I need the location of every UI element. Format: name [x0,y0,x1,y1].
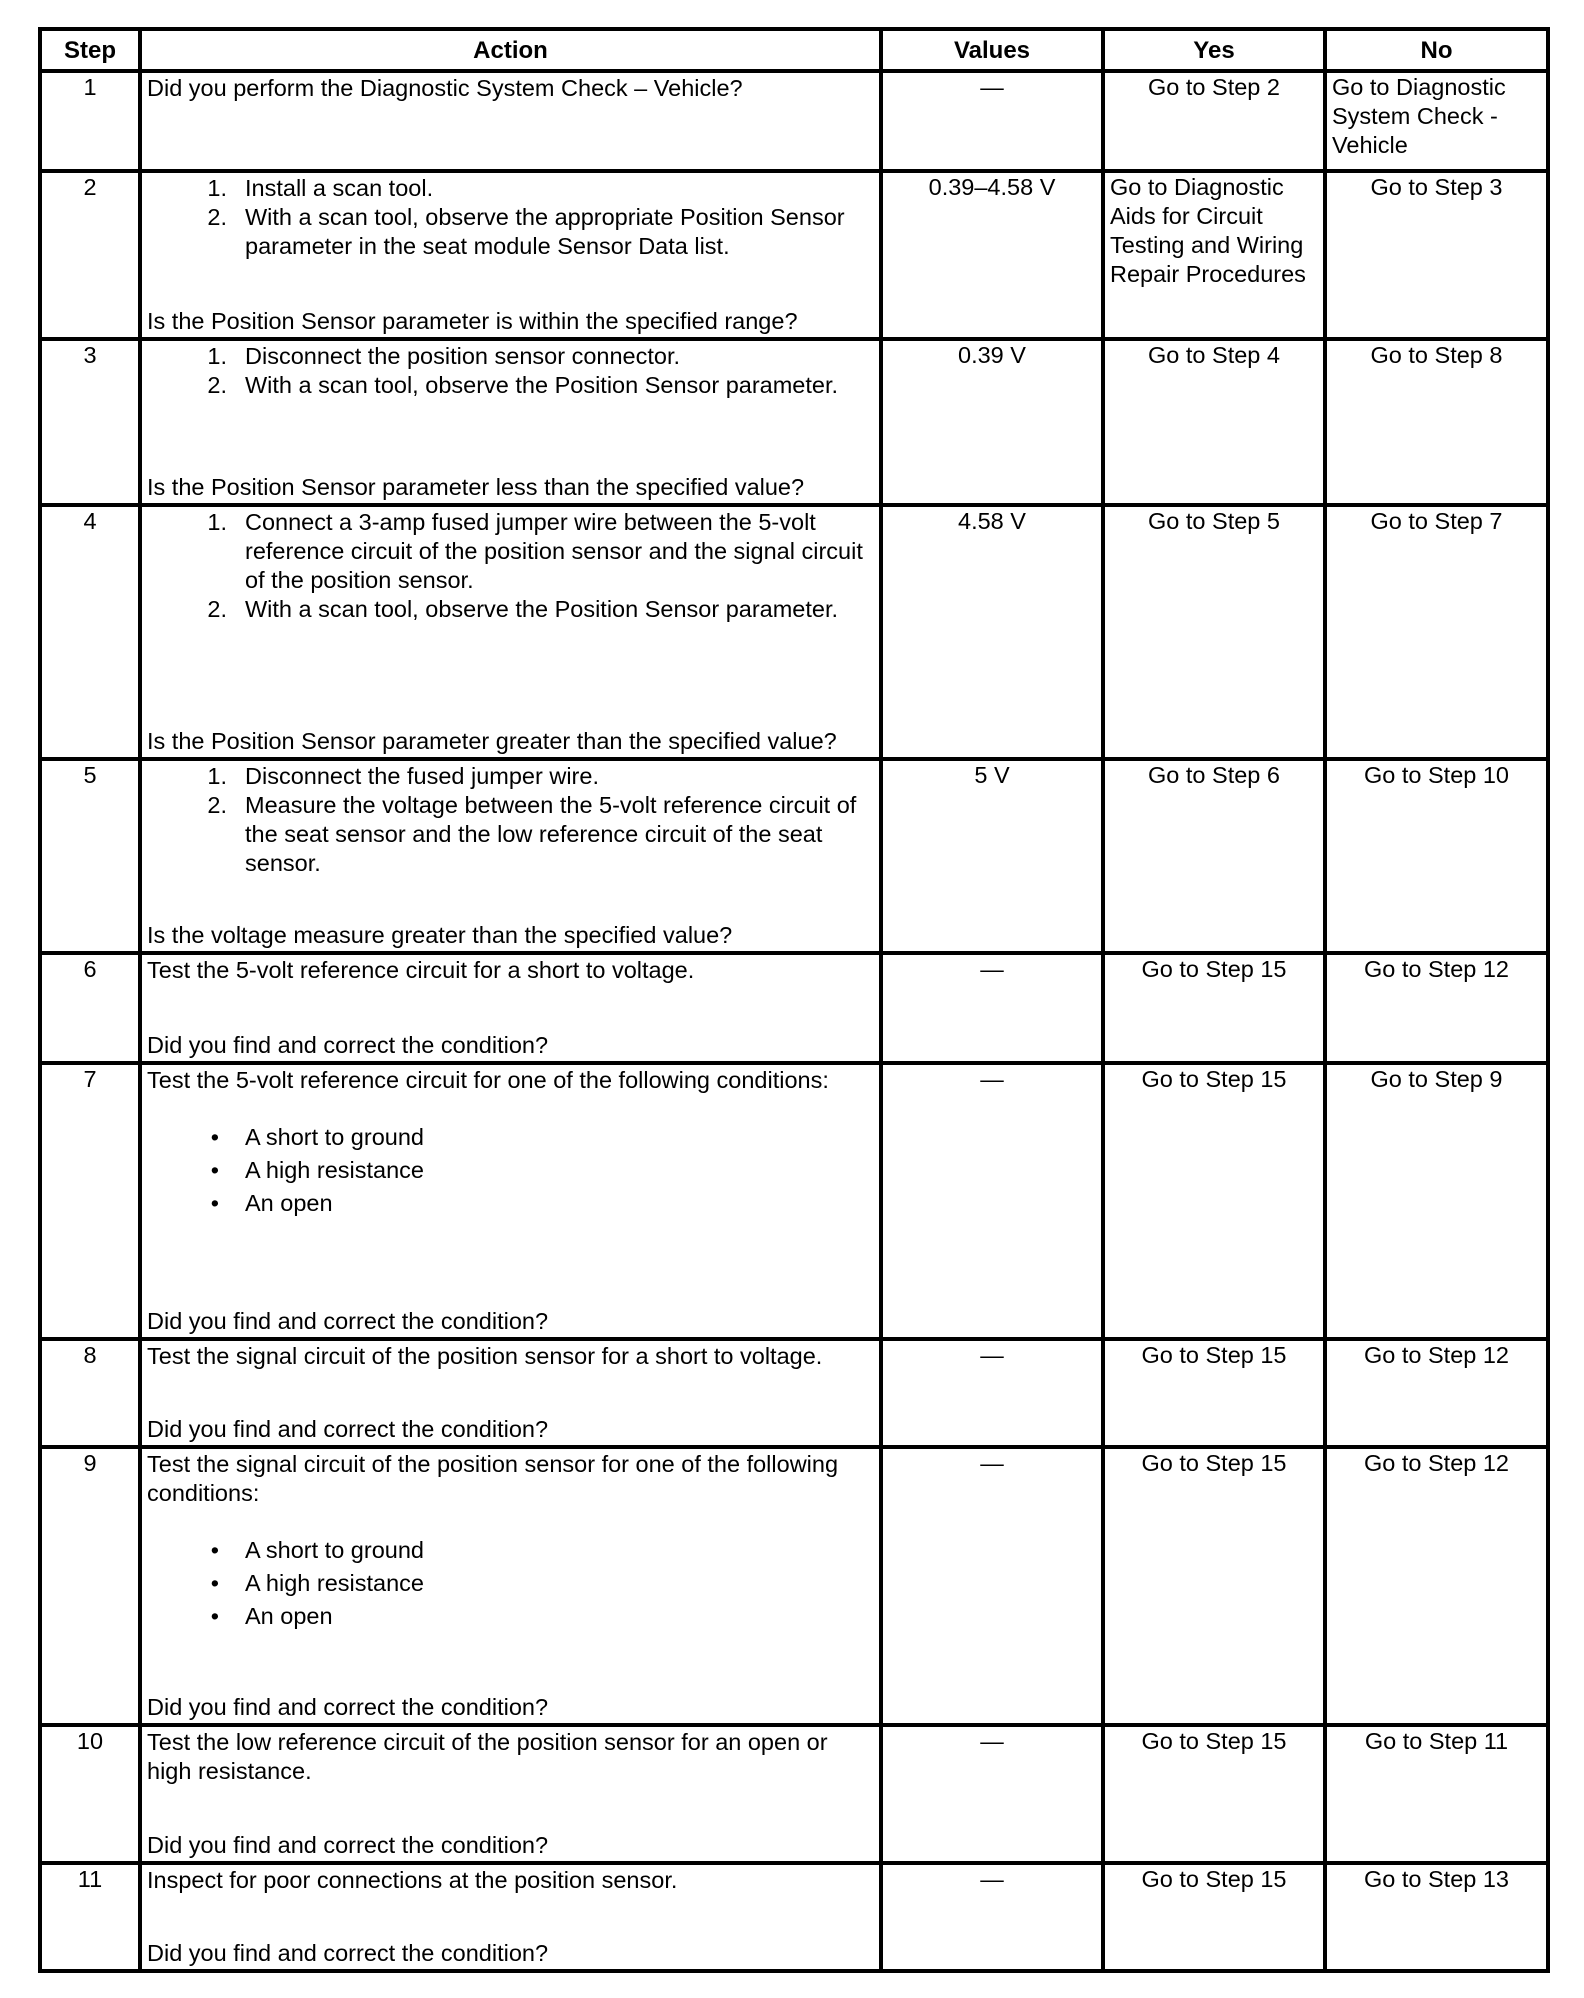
instruction-list [147,762,875,878]
value-cell: — [881,71,1103,171]
no-cell [1325,71,1548,171]
step-number: 2 [40,171,140,339]
condition-item: • An open [210,1603,333,1629]
action-question: Is the voltage measure greater than the specified value? [147,922,733,948]
yes-result: Go to Step 2 [1148,74,1280,100]
instruction-item: 1. Connect a 3-amp fused jumper wire between the 5-volt reference circuit of the position sensor and the signal circuit of the position sensor. [207,509,863,593]
action-cell [140,505,881,759]
no-result: Go to Step 11 [1364,1728,1509,1754]
yes-cell [1103,1339,1325,1447]
condition-list [147,1534,875,1633]
step-number: 1 [40,71,140,171]
action-cell [140,171,881,339]
no-cell [1325,953,1548,1063]
action-question: Did you find and correct the condition? [147,1940,549,1966]
action-question: Did you find and correct the condition? [147,1308,549,1334]
yes-cell [1103,505,1325,759]
header-yes: Yes [1103,29,1325,71]
value-cell: 0.39–4.58 V [881,171,1103,339]
instruction-item: 2. With a scan tool, observe the Position Sensor parameter. [207,372,839,398]
condition-list [147,1121,875,1220]
step-number: 3 [40,339,140,505]
yes-result: Go to Step 15 [1141,1728,1287,1754]
instruction-item: 1. Install a scan tool. [207,175,434,201]
no-result: Go to Diagnostic System Check - Vehicle [1332,74,1506,158]
yes-cell [1103,759,1325,953]
action-lead: Test the 5-volt reference circuit for a short to voltage. [147,957,695,983]
table-row [40,1447,1548,1725]
no-result: Go to Step 10 [1363,762,1510,788]
action-lead: Test the signal circuit of the position sensor for a short to voltage. [147,1343,823,1369]
no-result: Go to Step 3 [1370,174,1503,200]
value-cell: — [881,953,1103,1063]
action-question: Is the Position Sensor parameter greater than the specified value? [147,728,837,754]
yes-cell [1103,71,1325,171]
action-question: Did you find and correct the condition? [147,1032,549,1058]
step-number: 6 [40,953,140,1063]
yes-cell [1103,1447,1325,1725]
action-cell [140,759,881,953]
yes-result: Go to Step 15 [1141,956,1287,982]
table-row [40,505,1548,759]
no-cell [1325,1339,1548,1447]
action-cell [140,339,881,505]
condition-item: • A high resistance [210,1570,424,1596]
no-cell [1325,339,1548,505]
action-cell [140,1447,881,1725]
step-number: 5 [40,759,140,953]
table-row [40,1863,1548,1971]
instruction-item: 2. With a scan tool, observe the Position Sensor parameter. [207,596,839,622]
table-row [40,171,1548,339]
value-cell: — [881,1863,1103,1971]
no-cell [1325,171,1548,339]
instruction-list [147,508,875,624]
no-cell [1325,1725,1548,1863]
value-cell: — [881,1063,1103,1339]
value-cell: — [881,1725,1103,1863]
table-row [40,1725,1548,1863]
yes-result: Go to Step 4 [1148,342,1280,368]
condition-item: • A short to ground [210,1537,424,1563]
no-cell [1325,1447,1548,1725]
action-question: Is the Position Sensor parameter is within the specified range? [147,308,798,334]
diagnostic-table [38,27,1550,1973]
step-number: 11 [40,1863,140,1971]
yes-cell [1103,953,1325,1063]
table-row [40,339,1548,505]
no-result: Go to Step 8 [1370,342,1503,368]
yes-result: Go to Step 15 [1141,1342,1287,1368]
action-cell [140,1063,881,1339]
action-cell [140,1339,881,1447]
yes-cell [1103,1725,1325,1863]
table-row [40,1063,1548,1339]
no-result: Go to Step 12 [1363,1450,1510,1476]
table-row [40,953,1548,1063]
instruction-item: 1. Disconnect the position sensor connector. [207,343,681,369]
step-number: 8 [40,1339,140,1447]
instruction-list [147,342,875,400]
no-cell [1325,505,1548,759]
no-cell [1325,1863,1548,1971]
header-step: Step [40,29,140,71]
yes-result: Go to Diagnostic Aids for Circuit Testing and Wiring Repair Procedures [1110,174,1306,287]
yes-result: Go to Step 6 [1148,762,1280,788]
table-row [40,71,1548,171]
no-result: Go to Step 9 [1370,1066,1503,1092]
instruction-item: 2. With a scan tool, observe the appropriate Position Sensor parameter in the seat module Sensor Data list. [207,204,845,259]
step-number: 4 [40,505,140,759]
step-number: 9 [40,1447,140,1725]
header-values: Values [881,29,1103,71]
value-cell: 5 V [881,759,1103,953]
yes-result: Go to Step 15 [1141,1450,1287,1476]
step-number: 10 [40,1725,140,1863]
table-row [40,759,1548,953]
header-action: Action [140,29,881,71]
condition-item: • A high resistance [210,1157,424,1183]
no-cell [1325,759,1548,953]
action-cell [140,1725,881,1863]
action-lead: Did you perform the Diagnostic System Check – Vehicle? [147,75,743,101]
instruction-item: 2. Measure the voltage between the 5-volt reference circuit of the seat sensor and the low reference circuit of the seat sensor. [207,792,857,876]
value-cell: — [881,1339,1103,1447]
yes-cell [1103,1863,1325,1971]
condition-item: • An open [210,1190,333,1216]
yes-cell [1103,171,1325,339]
no-result: Go to Step 13 [1363,1866,1510,1892]
action-question: Is the Position Sensor parameter less than the specified value? [147,474,805,500]
step-number: 7 [40,1063,140,1339]
header-row [40,29,1548,71]
action-lead: Test the 5-volt reference circuit for one of the following conditions: [147,1067,829,1093]
action-cell [140,71,881,171]
instruction-list [147,174,875,261]
action-question: Did you find and correct the condition? [147,1694,549,1720]
value-cell: 0.39 V [881,339,1103,505]
condition-item: • A short to ground [210,1124,424,1150]
yes-cell [1103,1063,1325,1339]
yes-cell [1103,339,1325,505]
value-cell: 4.58 V [881,505,1103,759]
header-no: No [1325,29,1548,71]
action-cell [140,1863,881,1971]
yes-result: Go to Step 5 [1148,508,1280,534]
no-result: Go to Step 12 [1363,1342,1510,1368]
value-cell: — [881,1447,1103,1725]
action-lead: Test the signal circuit of the position sensor for one of the following conditions: [147,1451,839,1506]
action-question: Did you find and correct the condition? [147,1832,549,1858]
action-lead: Test the low reference circuit of the position sensor for an open or high resistance. [147,1729,828,1784]
yes-result: Go to Step 15 [1141,1066,1287,1092]
action-cell [140,953,881,1063]
action-lead: Inspect for poor connections at the position sensor. [147,1867,678,1893]
no-result: Go to Step 12 [1363,956,1510,982]
table-row [40,1339,1548,1447]
no-cell [1325,1063,1548,1339]
instruction-item: 1. Disconnect the fused jumper wire. [207,763,599,789]
no-result: Go to Step 7 [1370,508,1503,534]
action-question: Did you find and correct the condition? [147,1416,549,1442]
yes-result: Go to Step 15 [1141,1866,1287,1892]
